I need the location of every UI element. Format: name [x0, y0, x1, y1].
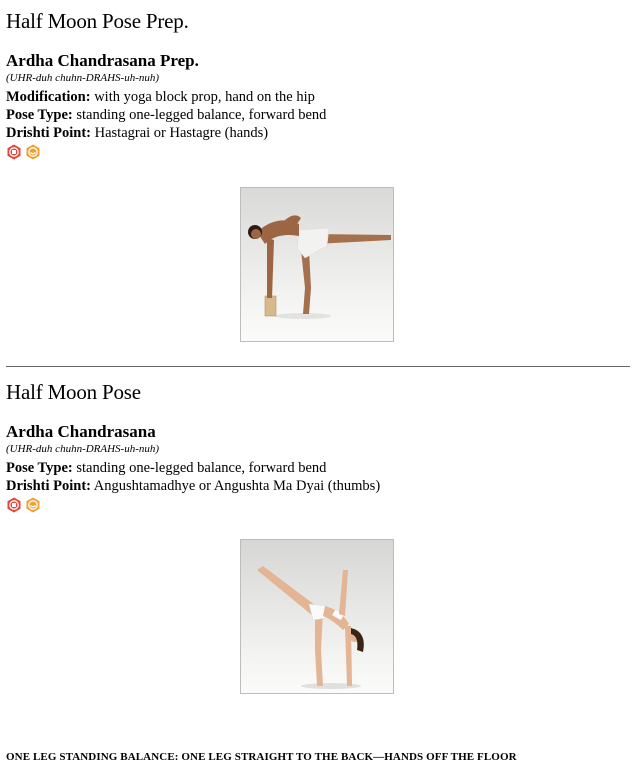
- pose-section-prep: [6, 8, 630, 160]
- pose-type-label: Pose Type:: [6, 107, 73, 123]
- pose-title: Half Moon Pose: [6, 380, 141, 404]
- pose-photo-half-moon: [240, 539, 394, 694]
- section-divider: [6, 366, 630, 367]
- chakra-icons: [6, 144, 630, 160]
- sacral-chakra-icon: [25, 144, 41, 160]
- pose-type-line: [6, 459, 630, 477]
- drishti-value: Angushtamadhye or Angushta Ma Dyai (thumbs): [90, 478, 381, 494]
- footer-caption: ONE LEG STANDING BALANCE: ONE LEG STRAIGHT TO THE BACK—HANDS OFF THE FLOOR: [6, 751, 517, 763]
- sanskrit-name: Ardha Chandrasana: [6, 422, 156, 441]
- chakra-icons: [6, 497, 630, 513]
- modification-line: [6, 88, 630, 106]
- drishti-label: Drishti Point:: [6, 125, 91, 141]
- pose-type-value: standing one-legged balance, forward bend: [72, 460, 327, 476]
- drishti-label: Drishti Point:: [6, 478, 91, 494]
- pronunciation: (UHR-duh chuhn-DRAHS-uh-nuh): [6, 72, 160, 84]
- drishti-line: [6, 477, 630, 495]
- modification-label: Modification:: [6, 89, 91, 105]
- drishti-value: Hastagrai or Hastagre (hands): [90, 125, 269, 141]
- pose-type-label: Pose Type:: [6, 460, 73, 476]
- pose-photo-prep: [240, 187, 394, 342]
- pose-type-line: [6, 106, 630, 124]
- pose-title: Half Moon Pose Prep.: [6, 9, 189, 33]
- drishti-line: [6, 124, 630, 142]
- pose-type-value: standing one-legged balance, forward bend: [72, 107, 327, 123]
- sanskrit-name: Ardha Chandrasana Prep.: [6, 51, 199, 70]
- pose-section-half-moon: [6, 379, 630, 513]
- root-chakra-icon: [6, 144, 22, 160]
- pronunciation: (UHR-duh chuhn-DRAHS-uh-nuh): [6, 443, 160, 455]
- sacral-chakra-icon: [25, 497, 41, 513]
- modification-value: with yoga block prop, hand on the hip: [90, 89, 315, 105]
- root-chakra-icon: [6, 497, 22, 513]
